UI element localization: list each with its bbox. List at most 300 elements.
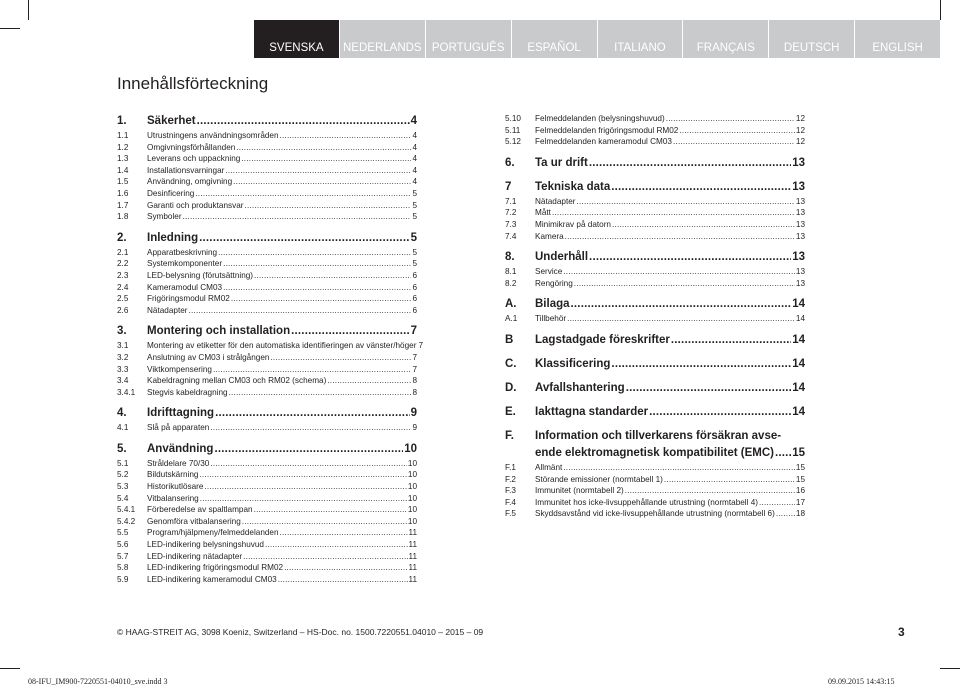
toc-entry-title: Symboler [147, 212, 182, 222]
toc-entry[interactable] [505, 196, 805, 208]
toc-entry-title: Felmeddelanden kameramodul CM03 [535, 137, 672, 147]
toc-entry-page: 14 [792, 381, 805, 394]
toc-entry[interactable] [117, 200, 417, 212]
toc-entry-page: 14 [795, 314, 805, 324]
toc-entry-title: Viktkompensering [147, 364, 212, 374]
toc-entry-title: Förberedelse av spaltlampan [147, 505, 253, 515]
toc-leader-dots [775, 445, 791, 462]
toc-entry-title: Användning, omgivning [147, 177, 233, 187]
toc-leader-dots [214, 441, 403, 458]
toc-entry[interactable] [117, 364, 417, 376]
toc-entry[interactable] [505, 179, 805, 196]
toc-entry-number: 5.8 [117, 563, 129, 573]
toc-entry[interactable] [117, 293, 417, 305]
toc-leader-dots [210, 422, 411, 434]
toc-entry-page: 11 [408, 563, 417, 573]
toc-entry-number: 3.2 [117, 352, 129, 362]
toc-entry-number: 5.12 [505, 137, 521, 147]
toc-entry-title: Säkerhet [147, 115, 196, 127]
toc-entry-number: F.1 [505, 462, 516, 472]
toc-entry-number: 7.4 [505, 231, 517, 241]
toc-entry-number: 5.6 [117, 540, 129, 550]
toc-leader-dots [673, 136, 795, 148]
toc-leader-dots [254, 270, 411, 282]
crop-mark-top-left-h [0, 28, 20, 29]
toc-leader-dots [611, 356, 791, 373]
toc-entry-page: 14 [792, 405, 805, 418]
toc-entry-number: E. [505, 405, 516, 418]
toc-entry-page: 4 [412, 131, 417, 140]
toc-leader-dots [666, 113, 795, 125]
toc-entry-number: 2.3 [117, 270, 129, 280]
toc-entry-page: 11 [408, 528, 417, 538]
toc-entry-title: Kabeldragning mellan CM03 och RM02 (schema) [147, 376, 327, 386]
toc-entry-page: 13 [795, 278, 805, 288]
toc-entry-title: Ta ur drift [535, 156, 588, 169]
toc-leader-dots [776, 508, 795, 520]
toc-leader-dots [210, 458, 407, 470]
toc-entry[interactable] [117, 165, 417, 177]
toc-entry-number: 5.9 [117, 574, 129, 584]
toc-entry[interactable] [117, 562, 417, 574]
toc-entry[interactable] [117, 323, 417, 340]
toc-entry-number: 2.1 [117, 247, 129, 257]
toc-entry[interactable] [505, 497, 805, 509]
toc-entry-page: 13 [795, 208, 805, 218]
toc-entry[interactable] [505, 474, 805, 486]
toc-entry[interactable] [505, 332, 805, 349]
toc-entry-page: 9 [410, 407, 417, 420]
toc-entry[interactable] [505, 266, 805, 278]
toc-entry-title: Inledning [147, 231, 199, 244]
toc-entry[interactable] [117, 258, 417, 270]
toc-entry[interactable] [505, 404, 805, 421]
toc-leader-dots [243, 551, 407, 563]
toc-entry-title: Montering och installation [147, 325, 291, 338]
toc-entry[interactable] [505, 278, 805, 290]
toc-entry-page: 6 [412, 294, 417, 304]
toc-entry-page: 4 [412, 154, 417, 164]
toc-entry-number: 7.1 [505, 196, 517, 206]
toc-leader-dots [215, 405, 410, 422]
toc-entry-page: 13 [792, 180, 805, 193]
tab-italiano[interactable]: ITALIANO [597, 20, 683, 58]
toc-entry-number: 5.2 [117, 470, 129, 480]
language-tabs [254, 20, 940, 58]
toc-entry-page: 14 [792, 357, 805, 370]
toc-entry[interactable] [117, 527, 417, 539]
toc-leader-dots [213, 364, 412, 376]
toc-entry[interactable] [117, 352, 417, 364]
toc-entry-number: 5.4 [117, 493, 129, 503]
toc-entry-number: B [505, 333, 514, 346]
toc-entry-title: Allmänt [535, 462, 563, 472]
toc-entry-page: 5 [412, 259, 417, 269]
toc-entry-page: 10 [407, 458, 417, 468]
toc-entry[interactable] [117, 539, 417, 551]
toc-entry-number: 4.1 [117, 423, 129, 433]
toc-leader-dots [563, 266, 795, 278]
tab-francais[interactable]: FRANÇAIS [682, 20, 768, 58]
toc-entry-number: 1.3 [117, 154, 129, 164]
toc-entry-title: Mått [535, 208, 551, 218]
toc-entry-number: A.1 [505, 314, 518, 324]
toc-entry-number: 5.3 [117, 482, 129, 492]
toc-entry-page: 7 [410, 325, 417, 338]
toc-entry-title: Apparatbeskrivning [147, 247, 218, 257]
toc-entry-page: 7 [412, 352, 417, 362]
toc-entry-page: 4 [412, 165, 417, 175]
toc-entry-number: 3.3 [117, 364, 129, 374]
slug-timestamp: 09.09.2015 14:43:15 [828, 677, 895, 686]
toc-entry-title: Leverans och uppackning [147, 154, 241, 164]
toc-entry-number: 7.2 [505, 208, 517, 218]
toc-entry-number: 1.1 [117, 131, 129, 140]
toc-entry[interactable] [505, 125, 805, 137]
toc-entry-title: Omgivningsförhållanden [147, 142, 236, 152]
toc-entry-number: 2.6 [117, 305, 129, 315]
toc-entry-number: 1.8 [117, 212, 129, 222]
toc-entry-title: Anslutning av CM03 i strålgången [147, 352, 270, 362]
toc-entry-number: F.2 [505, 474, 516, 484]
toc-entry-page: 10 [407, 516, 417, 526]
toc-entry-page: 14 [792, 333, 805, 346]
toc-entry[interactable] [117, 270, 417, 282]
toc-entry-page: 11 [408, 551, 417, 561]
toc-entry-title: Historikutlösare [147, 482, 204, 492]
toc-leader-dots [574, 278, 795, 290]
toc-entry[interactable] [117, 516, 417, 528]
toc-entry-title: Bildutskärning [147, 470, 199, 480]
toc-entry[interactable] [505, 485, 805, 497]
toc-entry-number: 1.4 [117, 165, 129, 175]
tab-portugues[interactable]: PORTUGUÊS [425, 20, 511, 58]
toc-leader-dots [612, 219, 795, 231]
toc-entry-title: Vitbalansering [147, 493, 199, 503]
toc-entry-page: 11 [408, 574, 417, 584]
toc-entry-number: 4. [117, 407, 127, 420]
toc-entry[interactable] [117, 188, 417, 200]
toc-entry-title: LED-belysning (förutsättning) [147, 270, 254, 280]
toc-leader-dots [242, 516, 407, 528]
page-number: 3 [898, 625, 905, 639]
toc-entry[interactable] [505, 380, 805, 397]
toc-entry-number: 8.2 [505, 278, 517, 288]
toc-entry-number: 5.4.1 [117, 505, 136, 515]
toc-entry-number: 2.5 [117, 294, 129, 304]
toc-entry-number: 2.2 [117, 259, 129, 269]
toc-leader-dots [233, 176, 411, 188]
toc-entry-title: Minimikrav på datorn [535, 219, 611, 229]
toc-entry-number: 2.4 [117, 282, 129, 292]
toc-entry-title: Program/hjälpmeny/felmeddelanden [147, 528, 279, 538]
toc-entry[interactable] [117, 504, 417, 516]
toc-entry-title: Stråldelare 70/30 [147, 458, 210, 468]
slug-line-left [0, 668, 20, 669]
toc-entry[interactable] [505, 155, 805, 172]
toc-entry-page: 4 [412, 177, 417, 187]
toc-entry[interactable] [505, 136, 805, 148]
toc-entry-title: Iakttagna standarder [535, 405, 649, 418]
toc-leader-dots [223, 258, 411, 270]
toc-leader-dots [200, 493, 407, 505]
toc-entry-number: F.4 [505, 497, 516, 507]
toc-entry-title: Garanti och produktansvar [147, 200, 244, 210]
toc-entry[interactable] [117, 551, 417, 563]
toc-entry[interactable] [117, 405, 417, 422]
toc-entry-number: A. [505, 298, 517, 311]
toc-entry-page: 11 [408, 540, 417, 550]
toc-entry-number: 1.5 [117, 177, 129, 187]
toc-entry-number: 8.1 [505, 267, 517, 277]
toc-entry-number: 5. [117, 442, 127, 455]
toc-entry-page: 10 [407, 482, 417, 492]
toc-entry-page: 13 [795, 196, 805, 206]
toc-entry-number: F.3 [505, 486, 516, 496]
toc-leader-dots [236, 142, 411, 154]
toc-leader-dots [280, 130, 412, 142]
toc-leader-dots [327, 375, 411, 387]
toc-leader-dots [241, 153, 411, 165]
toc-entry-title: Desinficering [147, 188, 195, 198]
toc-entry-title: LED-indikering nätadapter [147, 551, 243, 561]
toc-entry[interactable] [117, 142, 417, 154]
toc-entry-number: 3.4 [117, 376, 129, 386]
toc-leader-dots [199, 230, 409, 247]
toc-entry[interactable] [505, 249, 805, 266]
toc-entry[interactable] [117, 113, 417, 130]
toc-leader-dots [589, 249, 791, 266]
toc-leader-dots [195, 188, 411, 200]
toc-entry[interactable] [117, 458, 417, 470]
toc-entry-page: 10 [407, 493, 417, 503]
toc-entry-number: 8. [505, 251, 515, 264]
copyright-footer: © HAAG-STREIT AG, 3098 Koeniz, Switzerland – HS-Doc. no. 1500.7220551.04010 – 2015 – 09 [117, 627, 484, 637]
toc-entry[interactable] [117, 247, 417, 259]
toc-leader-dots [291, 323, 409, 340]
toc-entry[interactable] [117, 574, 417, 586]
toc-entry-title: Störande emissioner (normtabell 1) [535, 474, 663, 484]
toc-entry-title: Underhåll [535, 251, 589, 264]
toc-leader-dots [199, 469, 406, 481]
toc-entry-number: 5.4.2 [117, 516, 136, 526]
toc-leader-dots [254, 504, 407, 516]
toc-entry[interactable] [117, 153, 417, 165]
toc-entry-page: 10 [407, 470, 417, 480]
toc-entry-title: Information och tillverkarens försäkran avse- [535, 429, 782, 442]
toc-entry[interactable] [117, 387, 417, 399]
toc-entry-page: 17 [795, 497, 805, 507]
slug-filename: 08-IFU_IM900-7220551-04010_sve.indd 3 [28, 677, 168, 686]
toc-leader-dots [571, 296, 792, 313]
toc-entry-number: 1.6 [117, 188, 129, 198]
toc-entry-title: Felmeddelanden frigöringsmodul RM02 [535, 125, 679, 135]
toc-entry[interactable] [117, 469, 417, 481]
toc-entry-title: Slå på apparaten [147, 423, 210, 433]
toc-entry-page: 16 [795, 486, 805, 496]
toc-right-column [505, 113, 805, 520]
toc-leader-dots [189, 305, 412, 317]
toc-leader-dots [225, 165, 411, 177]
toc-entry-title: Systemkomponenter [147, 259, 223, 269]
toc-entry-title: Immunitet (normtabell 2) [535, 486, 624, 496]
toc-entry-page: 6 [412, 282, 417, 292]
toc-entry-number: F. [505, 429, 514, 442]
toc-entry-title: Service [535, 267, 563, 277]
toc-entry-title-continued: ende elektromagnetisk kompatibilitet (EMC) [535, 446, 774, 459]
toc-leader-dots [223, 282, 411, 294]
toc-entry-page: 5 [412, 200, 417, 210]
toc-entry-title: Nätadapter [147, 305, 188, 315]
toc-entry[interactable] [505, 231, 805, 243]
toc-entry[interactable] [117, 481, 417, 493]
toc-entry-title: Rengöring [535, 278, 573, 288]
toc-entry-title: Stegvis kabeldragning [147, 387, 228, 397]
toc-entry-number: 7.3 [505, 219, 517, 229]
toc-entry-title: Skyddsavstånd vid icke-livsuppehållande utrustning (normtabell 6) [535, 509, 775, 519]
toc-entry-page: 14 [792, 298, 805, 311]
toc-entry[interactable] [117, 211, 417, 223]
toc-entry-page: 13 [792, 251, 805, 264]
toc-leader-dots [183, 211, 412, 223]
toc-leader-dots [244, 200, 411, 212]
toc-entry[interactable] [505, 207, 805, 219]
toc-leader-dots [649, 404, 791, 421]
toc-entry-number: 5.1 [117, 458, 129, 468]
toc-entry-title: Kamera [535, 231, 564, 241]
toc-leader-dots [197, 113, 410, 130]
toc-entry-page: 5 [410, 231, 417, 244]
toc-entry-page: 10 [404, 442, 417, 455]
toc-entry-number: 3.1 [117, 341, 129, 351]
toc-entry-title: Utrustningens användningsområden [147, 131, 279, 140]
toc-entry-page: 5 [412, 188, 417, 198]
toc-entry[interactable] [505, 113, 805, 125]
toc-entry[interactable] [505, 508, 805, 520]
toc-entry[interactable] [117, 305, 417, 317]
toc-entry[interactable] [505, 296, 805, 313]
toc-entry[interactable] [117, 282, 417, 294]
toc-entry-page: 6 [412, 305, 417, 315]
toc-entry-number: C. [505, 357, 517, 370]
toc-entry-title: Tillbehör [535, 314, 567, 324]
toc-entry-page: 12 [795, 137, 805, 147]
toc-entry-title: Avfallshantering [535, 381, 625, 394]
toc-entry[interactable] [117, 230, 417, 247]
toc-entry-title: Immunitet hos icke-livsuppehållande utrustning (normtabell 4) [535, 497, 758, 507]
toc-leader-dots [270, 352, 411, 364]
toc-entry-number: 1.2 [117, 142, 129, 152]
toc-leader-dots [231, 293, 412, 305]
toc-entry-title: Idrifttagning [147, 407, 215, 420]
tab-english[interactable]: ENGLISH [854, 20, 940, 58]
tab-nederlands[interactable]: NEDERLANDS [339, 20, 425, 58]
toc-entry[interactable] [505, 428, 805, 445]
toc-leader-dots [625, 485, 795, 497]
toc-entry-title: LED-indikering belysningshuvud [147, 540, 264, 550]
toc-leader-dots [280, 527, 408, 539]
crop-mark-top-left-v [28, 0, 29, 20]
toc-entry-page: 13 [795, 267, 805, 277]
page-title: Innehållsförteckning [117, 74, 269, 93]
toc-entry-page: 5 [412, 247, 417, 257]
toc-entry[interactable] [505, 462, 805, 474]
toc-entry-page: 13 [795, 219, 805, 229]
toc-leader-dots [664, 474, 795, 486]
toc-entry-page: 13 [792, 156, 805, 169]
toc-entry-title: Tekniska data [535, 180, 611, 193]
toc-leader-dots [671, 332, 791, 349]
toc-entry-number: 2. [117, 231, 127, 244]
toc-entry-title: Bilaga [535, 298, 570, 311]
toc-entry-title: Felmeddelanden (belysningshuvud) [535, 114, 665, 123]
toc-entry-page: 8 [412, 376, 417, 386]
toc-left-column [117, 113, 423, 585]
toc-entry-page: 8 [412, 387, 417, 397]
toc-entry-number: 5.5 [117, 528, 129, 538]
toc-entry-page: 4 [412, 142, 417, 152]
tab-deutsch[interactable]: DEUTSCH [768, 20, 854, 58]
slug-line-right [940, 668, 960, 669]
toc-entry-title: Klassificering [535, 357, 611, 370]
toc-leader-dots [229, 387, 412, 399]
toc-entry-page: 12 [795, 114, 805, 123]
toc-entry-continuation[interactable] [505, 445, 805, 462]
toc-leader-dots [565, 231, 795, 243]
toc-leader-dots [679, 125, 795, 137]
crop-mark-top-right-v [940, 0, 941, 20]
toc-entry-title: Kameramodul CM03 [147, 282, 223, 292]
toc-entry-title: Lagstadgade föreskrifter [535, 333, 670, 346]
toc-entry-title: Genomföra vitbalansering [147, 516, 241, 526]
tab-espanol[interactable]: ESPAÑOL [511, 20, 597, 58]
toc-leader-dots [563, 462, 795, 474]
toc-entry-page: 10 [407, 505, 417, 515]
toc-entry[interactable] [505, 313, 805, 325]
toc-entry-title: LED-indikering frigöringsmodul RM02 [147, 563, 284, 573]
toc-leader-dots [759, 497, 795, 509]
toc-entry-page: 9 [412, 423, 417, 433]
tab-svenska[interactable]: SVENSKA [254, 20, 339, 58]
toc-entry-title: Montering av etiketter för den automatiska identifieringen av vänster/höger [147, 341, 417, 351]
toc-entry-page: 15 [795, 462, 805, 472]
toc-leader-dots [204, 481, 406, 493]
toc-leader-dots [611, 179, 791, 196]
toc-entry[interactable] [117, 176, 417, 188]
toc-entry-page: 15 [795, 474, 805, 484]
toc-entry-number: 5.7 [117, 551, 129, 561]
toc-entry[interactable] [117, 441, 417, 458]
toc-entry[interactable] [505, 356, 805, 373]
toc-entry-page: 13 [795, 231, 805, 241]
toc-leader-dots [278, 574, 408, 586]
toc-entry[interactable] [117, 375, 417, 387]
toc-entry-number: 5.11 [505, 125, 521, 135]
toc-leader-dots [265, 539, 408, 551]
toc-entry[interactable] [117, 340, 423, 352]
toc-leader-dots [567, 313, 795, 325]
toc-entry[interactable] [117, 130, 417, 142]
toc-entry-number: 3. [117, 325, 127, 338]
toc-entry-number: 1.7 [117, 200, 129, 210]
toc-entry[interactable] [117, 493, 417, 505]
toc-entry[interactable] [505, 219, 805, 231]
toc-entry-page: 7 [412, 364, 417, 374]
toc-entry[interactable] [117, 422, 417, 434]
toc-entry-number: 7 [505, 180, 512, 193]
toc-leader-dots [626, 380, 792, 397]
toc-entry-title: LED-indikering kameramodul CM03 [147, 574, 277, 584]
